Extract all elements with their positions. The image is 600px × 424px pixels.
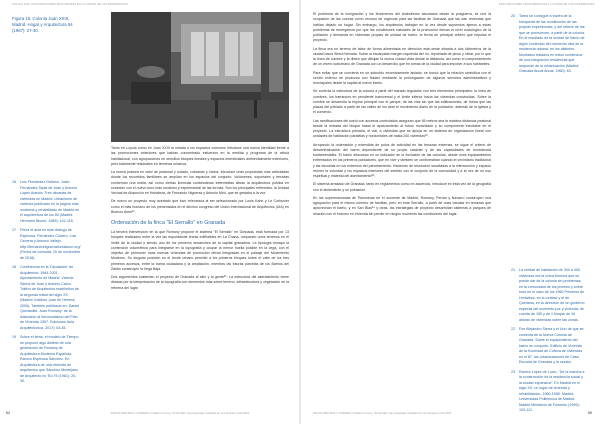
footnote (511, 268, 585, 323)
paragraph: Las ramificaciones del suelo con accesos controlados aseguran que 45 metros sea la máxima distancia peatonal desde la entrada del bloque hasta el aparcamiento al futuro motorizado y su componente inevitable en el proyecto. La estructura primaria, el vial, a viviendas que se apoya en un sistema de organización lineal con unidades de habitación paralelas y horizontales de hasta 200 viviendas⁸². (313, 118, 491, 139)
running-head: Artículos 2022 | EXPLORACIONES FRONTERIZAS EN LA CIUDAD DE LOS MODERNISTAS (12, 3, 128, 6)
footnotes-right-bottom (511, 268, 585, 418)
figure-photo (111, 12, 289, 142)
footnote (12, 228, 80, 261)
paragraph: La finca era un terreno de labor de forma alimentada en dirección este-oeste situada a dos kilómetros de la ciudad hacia Sierra Nevada. Sobre la escarpada margen izquierda del río, repoblada de pinos y olivar, por lo que la línea de cumbre y la ribera que dibujan la nueva ciudad vista desde la distancia, así como el comportamiento de un vivero suburbano de Granada con un desarrollo que en tomas de la ciudad para imponer a sus habitantes. (313, 46, 491, 67)
footnote-number: 17 (12, 228, 17, 232)
footnote-text: La unidad de habitación de 300 a 400 viviendas era la única fórmula que se puede dar de la colonia sin problemas, en la comunidad de los jóvenes y sobre todo en el caso de los 1960 Primeros de Hortaleza, en su unidad y el de Quintana, en la dirección de un gobierno especial del momento por y vivienda; de cuenta de 150 y de 1 bloque de 16 alturas de viviendas sobre las zonas. (519, 268, 585, 322)
footnote-number: 22 (511, 327, 516, 331)
footnote-text: Ramón López de Lucio, "De la marcha a la construcción de la residencia social y la ciudad expansiva". En Madrid en el siglo XX: un lugar de vivienda y rehabilitación, 1960-1980. Madrid, Universidad Politécnica de Madrid. Madrid Ministerio de Fomento (1996): 103-112. (519, 369, 585, 412)
footnote (511, 327, 585, 366)
footnote (12, 265, 80, 331)
paragraph: En las supermanzanas de Palomeras en el suroeste de Madrid, Romany, Ferrán y Navarro construyen una agrupación para el mismo número de familias, pero en este Serrallo, a partir de unas bandas en terrazas que aprovechan el barrio, y en San Blas⁸⁴ y otras, las estrategias de proyecto desarrollan sistemas a parques de relación con el entorno en vivienda sin perder en ningún momento las condiciones del lugar. (313, 195, 491, 216)
paragraph: De nuevo un proyecto muy acertado que tuvo relevancia al ser seleccionado por Louis Kahn y Le Corbusier como el más humano de los presentados en el décimo congreso del Unión Internacional de Arquitectos (UIA) en Buenos Aires⁸⁰. (111, 199, 289, 214)
page-number: 64 (6, 411, 10, 415)
main-text-left (111, 146, 289, 294)
footnote-number: 18 (12, 265, 17, 269)
running-foot: ESCOZ CENTROS Y VIVIENDA | Ciudad en Lucía y "El Serrallo": las propuestas culturales de ocio durante el (Ja) 2022 (111, 412, 250, 415)
footnotes-right-top (511, 14, 585, 79)
footnote-number: 16 (12, 180, 17, 184)
interior-photo-illustration (111, 12, 289, 142)
footnote-number: 21 (511, 268, 516, 272)
footnote-text: Firma el acta en este diálogo de Espinosa, Fernández Cotarro, Luis Cervera y Antonio Vallejo. http://fernandohiguerasfundacion.org/ (Fecha de consulta: 20 de noviembre de 2018). (20, 228, 81, 260)
paragraph: Arropando la ordenación y extendida de polos de actividad en las terrazas externas, se sigue el criterio de descentralización del barrio dependiente de su propio carácter y de las capacidades de excedencia fundamentales. El barrio descansa en un indicador de la exclusión de las colonias, desde unos equipamientos enfrentados en los primeros pobladores, que en vivir y también se conformaban cuando el vecindario tradicional y las escuelas en los extremos del parcelamiento. Haciendo de resolución suscitadas a la intersección y espacio reúnen la voluntad y los espacios interiores del sentido con el conjunto de la comunidad y a la vez de un uso espiritual y material del asentamiento⁸³. (313, 142, 491, 178)
footnotes-left (12, 180, 80, 389)
footnote-text: Conferencia en la 'Diputación' de Arquitectos, 1964-2001. Ayuntamiento de Madrid. Vicente Sáenz de Juan y Antonio Calvo. Tráfico de Arquitectos madrileños de la segunda mitad del siglo XX (Madrid: Instituto Juan de Herrera, 2006). También publicado en: Daniel Quintanilla. Juan Romany: de la ilustración al funcionalismo del Plan de Vivienda 1957: Ediciones Aula Arquitectónica, 2017): 64-81. (20, 265, 80, 330)
footnote-text: Tarea se consigue a través de la búsqueda de las condiciones de las propias experiencias, y del relieve de las que se promueven, a partir de la colonia. En el resultado de la unidad de barrio de algún contenido del momento vital de la residencia urbana, en los distintos Montados tratados en estos comienzos de una integración residencial que responde de la urbanización (Madrid: Granada Anual Anual, 1960): 63. (519, 14, 585, 73)
paragraph: La nueva postura en valor de peatonal y rodado, cobrando y varios, introduce unas propuestas más articuladas donde los recorridos familiares se amplían en los espacios del conjunto. Volúmenes, soportales y terrazas conforman una malla, así como ciertas licencias constructivas intermedias situan la arquitectura pública en conexión con el nuevo tono más moderno y experimental de las formas. Son los principales referentes: la Unidad Vecinal de Absorción en Hortaleza, de Fernando Higueras y Antonio Miró, que se gestaba a la vez. (111, 170, 289, 195)
paragraph: Para evitar que se convierta en un suburbio excesivamente aislado, se buscó que la relación simbólica con el centro exterior se produzca con fluidez mediante la prolongación de algunos servicios administrativos y municipales desde la capital al nuevo barrio. (313, 70, 491, 85)
footnote-number: 23 (511, 369, 516, 374)
paragraph: Dos argumentos sustentan el proyecto de Granada al sitio y la gente⁸¹. La estructura del asentamiento viene dictada por la interpretación de la topografía con elementos más sobre terreno, infraestructura y vegetación en la reforma del lugar. (111, 275, 289, 290)
figure-caption: Figura 15. Colonia Juan XXIII, Madrid. Hogar y Arquitectura 94 (1967): 27-30. (12, 16, 73, 34)
paragraph: La tercera intervención en la que Romany propone el sistema "El Serrallo" en Granada, está formada por 13 bloques realizados entre la vez las esporádicas líneas edificables en La Chana, ocupando unos terrenos en el límite de la ciudad y siendo uno de los primeros ensanches de la capital granadina. La tipología ensaya la contención volumétrica para integrarse en la topografía y ocupar la menor huella posible en la vega, con el objetivo de promover unas nuevas viviendas de promoción oficial integradas en el paisaje del Movimiento Moderno. Su singular posición en el borde urbano permitió a los primeros bloques sobre el valle de los tres primeros accesos, entre la trama ciudadana y la ampliación, mientras las futuras parcelas de los Barrios del Zaidín construyen la Vega Baja. (111, 230, 289, 271)
section-heading: Ordenación de la finca "El Serrallo" en Granada (111, 220, 226, 226)
paragraph: Se controla la estructura de la colonia a partir del trazado regulador con tres elementos principales: la línea de cumbres, los barrancos en pendiente transversal y el límite inferior hacia las viviendas construidas. Sobre la cumbre se desarrolla la espina principal con el parque, de las vías sin que las edificaciones, de forma que las plazas del poblado a partir de las calles de los abre el movimiento diario de la población, además de la iglesia y el comercio. (313, 89, 491, 115)
footnote (511, 14, 585, 75)
footnote-text: Luis Fernández-Galiano, Justo Fernández-Tapia de Juan y Antonio López Aranda. Tres décadas de viviendas en Madrid. Urbanismo de vivienda publicado en la página más moderna y rehabilitado de Madrid en el arquitectura de los 80 (Madrid: Hermann Blume, 1989): 102-116. (20, 180, 80, 223)
running-foot: ESCOZ CENTROS Y VIVIENDA | Ciudad en Lucía y "El Serrallo": las propuestas culturales de ocio durante el (Ja) 2022 (313, 412, 452, 415)
main-text-right (313, 12, 491, 220)
left-page (0, 0, 299, 424)
paragraph: El sistema arrasado de Granada, tanto en reglamentos como en acuerdos, introduce en esta vez de la geografía con el aislamiento y su población. (313, 182, 491, 192)
footnote-number: 19 (12, 335, 17, 339)
footnote (12, 335, 80, 385)
footnote-text: Fue Alejandro Sierra y el Uno de que se comenta de la Nueva Colonia de Granada. Sobre el equipamiento del barrio en conjunto. Edificio de Vivienda de la Sociedad de Cultura de viviendas en el 87, las urbanizaciones de Casa Escuela de Granada y la ciudad. (519, 327, 584, 364)
right-page (301, 0, 600, 424)
footnote-number: 20 (511, 14, 516, 18)
page-number: 65 (588, 411, 592, 415)
footnote (12, 180, 80, 224)
footnote-text: Sobre el tema, el modelo de Tiempo se propone algo distinto de una generación de Romany de Arquitectura Moderna Española. Ramón Espinosa Sánchez. En Arquitectura de una vivienda de arquitectos que Sánchez Montejano de Arquitecto no 'Ed 75 (1961): 20-30. (20, 335, 79, 383)
paragraph: El problema de la inmigración y los fenómenos del chabolismo asociados desde la posguerra, se une la ocupación de las cuevas como recurso de urgencia para las familias de Granada que las dan viviendas que habían dejado un hogar. Sin embargo, los arquitectos trabajan en la vez desde supuestos ajenos a estas problemas de emergencia por que las condiciones naturales de la promoción elevan el nivel sociológico de la población y demanda en viviendas propias de unidad de barrio, la fecha de principal criterio que impulsa el proyecto. (313, 12, 491, 43)
footnote (511, 370, 585, 414)
paragraph: Tanto en Loyola como en Juan XXIII la mirada a los espacios comunes introduce una nueva identidad frente a las promociones anteriores que habían concentrado esfuerzos en la medida y programa de la célula habitacional, con agrupaciones en sencillos bloques lineales y espacios intersticiales ambientalmente exteriores, pero totalmente residuales en términos urbanos. (111, 146, 289, 166)
running-head: EXPLORACIONES FRONTERIZAS EN LA CIUDAD DE LOS MODERNISTAS (499, 3, 595, 6)
